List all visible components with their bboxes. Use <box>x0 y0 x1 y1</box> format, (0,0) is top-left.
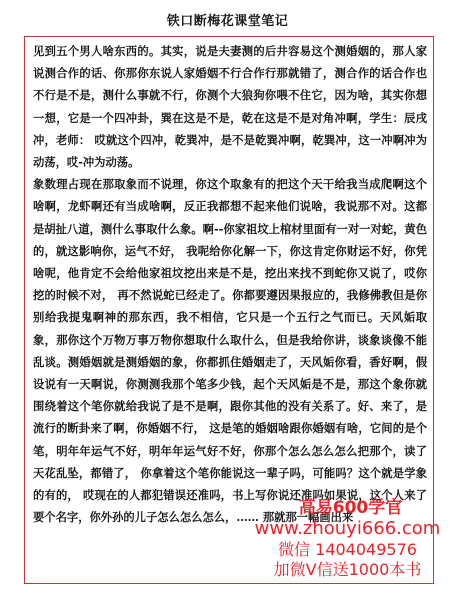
document-body <box>33 40 427 528</box>
watermark-line-offer: 加微V信送1000本书 <box>273 560 422 579</box>
paragraph-2: 象数理占现在那取象而不说理，你这个取象有的把这个天干给我当成爬啊这个啥啊，龙虾啊还有当成啥啊，反正我都想不起来他们说啥，我说那不对。这都是胡扯八道，测什么事取什么象。啊--你家祖坟上棺材里面有一对一对蛇，黄色的，就这影响你，运气不好， 我呢给你化解一下，你这肯定你财运不好，你凭啥呢，他肯定不会给他家祖坟挖出来是不是，挖出来找不到蛇你又说了，哎你挖的时候不对， 再不然说蛇已经走了。你都要遵因果报应的，我修佛教但是你别给我提鬼啊神的那东西，我不相信，它只是一个五行之气而已。天风姤取象，那你这个万物万事万物你想取什么取什么，但是我给你讲，谈象谈像不能乱谈。测婚姻就是测婚姻的象，你都抓住婚姻走了，天风姤你看，香好啊，假设说有一天啊说，你测测我那个笔多少钱，起个天风姤是不是，那这个象你就围绕着这个笔你就给我说了是不是啊，跟你其他的没有关系了。好、来了，是流行的断卦来了啊，你婚姻不行， 这是笔的婚姻啥跟你婚姻有啥，它间的是个笔，明年年运气不好，明年年运气好不好，你那个怎么怎么怎么把那个，读了天花乱坠，都错了， 你拿着这个笔你能说这一辈子吗，可能吗？这个就是学象的有的， 哎现在的人都犯错误还准吗，书上写你说还准吗如果说，这个人来了要个名字，你外孙的儿子怎么怎么怎么，…… 那就那一幅画出来 <box>33 177 427 525</box>
page-title: 铁口断梅花课堂笔记 <box>166 14 289 29</box>
paragraph-1: 见到五个男人啥东西的。其实，说是夫妻测的后井容易这个测婚姻的，那人家说测合作的话、你那你东说人家婚姻不行合作行那就错了，测合作的话合作也不行是不是，测什么事就不行，你测个大狼狗你喂不住它，因为啥，其实你想一想，它是一个四冲卦，巽在这是不是，乾在这是不是对角冲啊，学生：辰戌冲，老师： 哎就这个四冲，乾巽冲，是不是乾巽冲啊，乾巽冲，这一冲啊冲为动荡，哎-冲为动荡。 <box>33 44 427 170</box>
watermark-line-url: www.zhouyi666.com <box>254 518 441 539</box>
watermark-line-wechat: 微信 1404049576 <box>278 540 417 559</box>
watermark-line-brand: 高易600学官 <box>298 498 403 518</box>
